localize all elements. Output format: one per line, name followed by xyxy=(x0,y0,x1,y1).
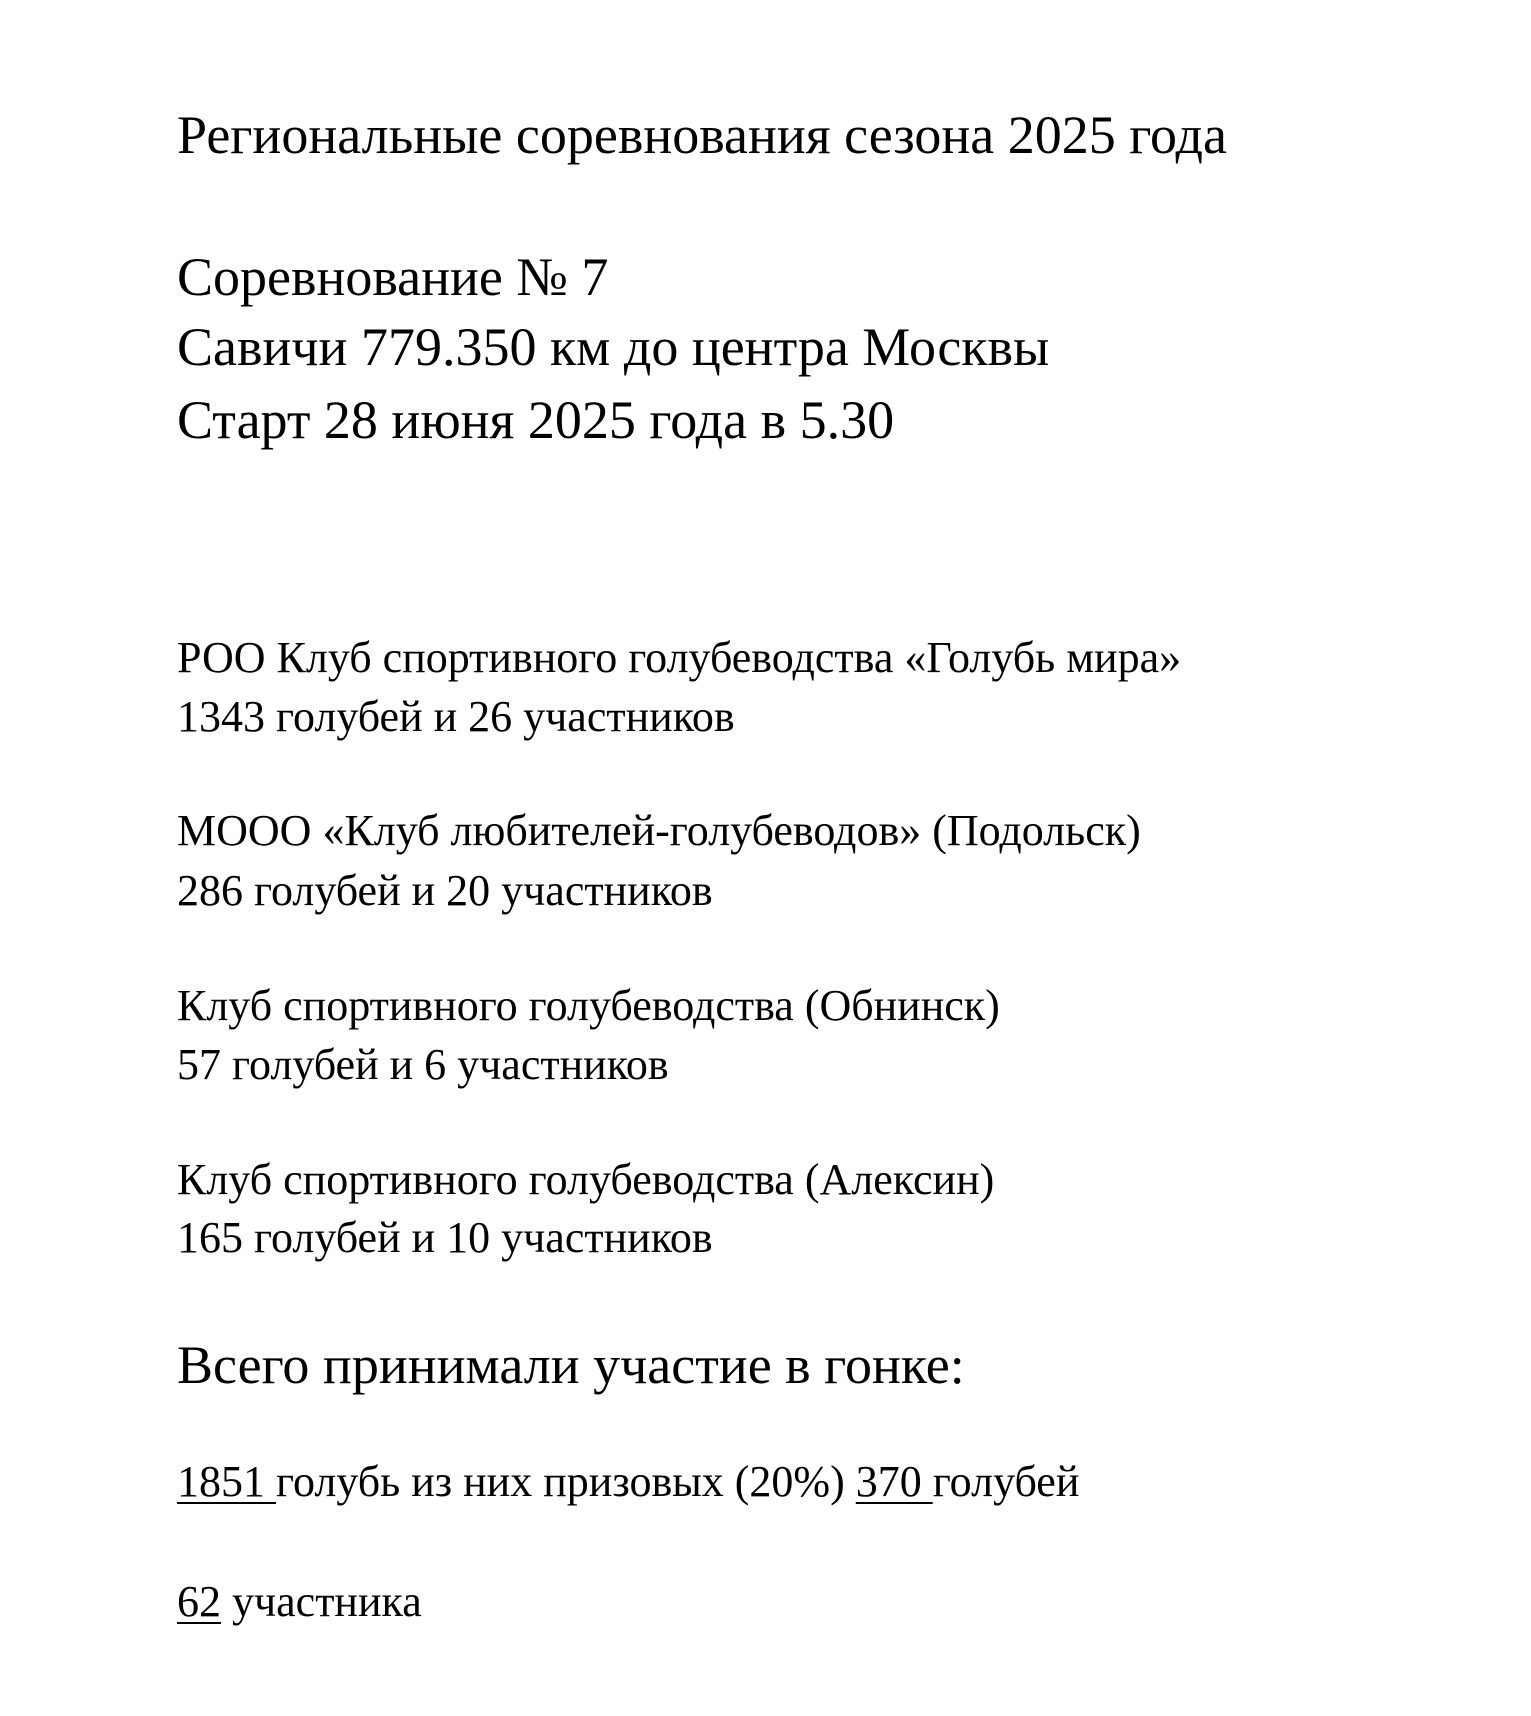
prize-pigeons-count: 370 xyxy=(855,1457,933,1506)
club-name: Клуб спортивного голубеводства (Обнинск) xyxy=(177,981,1000,1030)
total-pigeons-count: 1851 xyxy=(177,1457,276,1506)
prize-pigeons-text: голубей xyxy=(932,1457,1080,1506)
race-start: Старт 28 июня 2025 года в 5.30 xyxy=(177,390,895,450)
club-stats: 1343 голубей и 26 участников xyxy=(177,692,735,741)
club-name: Клуб спортивного голубеводства (Алексин) xyxy=(177,1155,995,1204)
summary-pigeons-line xyxy=(177,1457,1080,1506)
participants-count: 62 xyxy=(177,1577,221,1626)
race-location: Савичи 779.350 км до центра Москвы xyxy=(177,317,1050,377)
total-pigeons-text: голубь из них призовых (20%) xyxy=(276,1457,856,1506)
club-stats: 57 голубей и 6 участников xyxy=(177,1040,669,1089)
participants-text: участника xyxy=(221,1577,422,1626)
club-name: РОО Клуб спортивного голубеводства «Голубь мира» xyxy=(177,633,1182,682)
club-stats: 165 голубей и 10 участников xyxy=(177,1213,713,1262)
club-name: МООО «Клуб любителей-голубеводов» (Подольск) xyxy=(177,806,1141,855)
summary-heading: Всего принимали участие в гонке: xyxy=(177,1335,965,1395)
competition-number: Соревнование № 7 xyxy=(177,247,609,307)
club-stats: 286 голубей и 20 участников xyxy=(177,866,713,915)
season-title: Региональные соревнования сезона 2025 года xyxy=(177,105,1227,165)
summary-participants-line xyxy=(177,1577,422,1626)
